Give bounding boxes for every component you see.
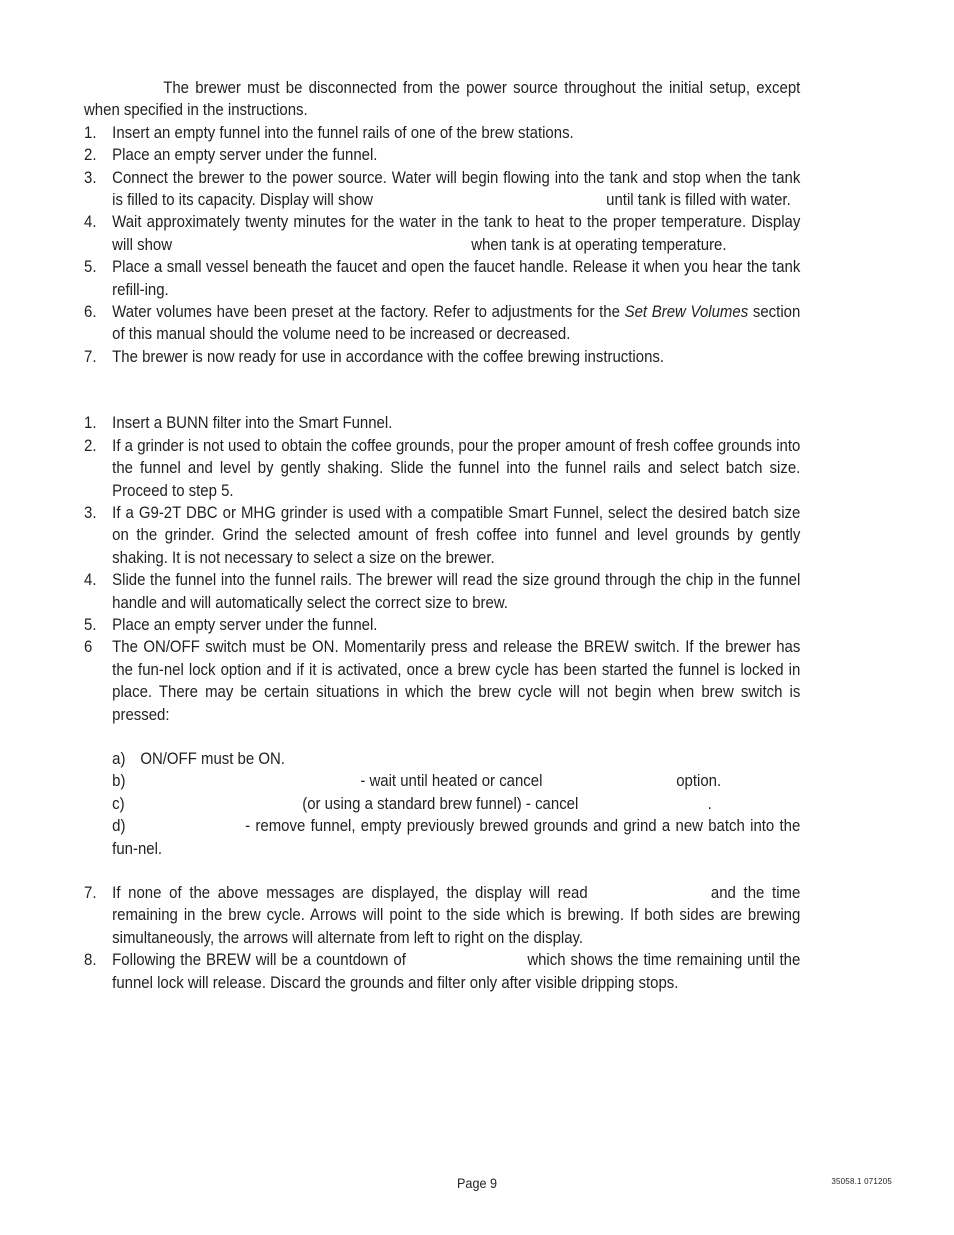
setup-intro: The brewer must be disconnected from the power source throughout the initial setup, except when specified in the instructions. xyxy=(84,78,801,120)
condition-item xyxy=(112,770,800,792)
step-number: 1. xyxy=(84,413,97,433)
step-number: 6 xyxy=(84,637,93,657)
list-item xyxy=(84,636,800,726)
brew-conditions-list xyxy=(84,748,800,860)
step-number: 5. xyxy=(84,257,97,277)
list-item xyxy=(84,412,800,434)
list-item xyxy=(84,569,800,614)
setup-steps xyxy=(84,122,800,368)
step-number: 2. xyxy=(84,145,97,165)
list-item xyxy=(84,502,800,569)
step-number: 1. xyxy=(84,122,97,142)
step-text: section of this manual should the volume need to be increased or decreased. xyxy=(112,302,801,344)
step-number: 7. xyxy=(84,883,97,902)
step-number: 6. xyxy=(84,302,97,322)
step-number: 3. xyxy=(84,167,97,187)
brewing-steps xyxy=(84,412,800,726)
condition-text: ON/OFF must be ON. xyxy=(140,748,285,768)
list-item xyxy=(84,144,800,166)
condition-text: - wait until heated or cancel xyxy=(360,771,543,791)
paragraph-spacer xyxy=(84,726,800,748)
step-text: If a G9-2T DBC or MHG grinder is used with a compatible Smart Funnel, select the desired batch size on the grinder. Grind the selected amount of fresh coffee into funnel and level grounds by gently shaking. It is not necessary to select a size on the brewer. xyxy=(112,502,801,567)
condition-text: - remove funnel, empty previously brewed grounds and grind a new batch into the fun-nel. xyxy=(112,816,801,858)
list-item xyxy=(84,122,800,144)
condition-label: d) xyxy=(112,816,126,836)
step-text: Insert an empty funnel into the funnel rails of one of the brew stations. xyxy=(112,122,574,142)
list-item xyxy=(84,301,800,346)
step-text: Connect the brewer to the power source. Water will begin flowing into the tank and stop when the tank is filled to its capacity. Display will show xyxy=(112,167,801,210)
step-number: 4. xyxy=(84,570,97,590)
step-text: and the time remaining in the brew cycle. Arrows will point to the side which is brewing. If both sides are brewing simultaneously, the arrows will alternate from left to right on the display. xyxy=(112,883,801,947)
condition-text: . xyxy=(707,793,712,813)
step-text: when tank is at operating temperature. xyxy=(471,234,727,254)
list-item xyxy=(84,211,800,256)
step-text: Place an empty server under the funnel. xyxy=(112,145,378,165)
step-text: If a grinder is not used to obtain the coffee grounds, pour the proper amount of fresh coffee grounds into the funnel and level by gently shaking. Slide the funnel into the funnel rails and select batch size. Proceed to step 5. xyxy=(112,435,801,500)
page-number: Page 9 xyxy=(457,1175,497,1191)
step-number: 2. xyxy=(84,435,97,455)
step-number: 8. xyxy=(84,950,97,970)
condition-label: a) xyxy=(112,748,126,768)
step-number: 3. xyxy=(84,502,97,522)
list-item xyxy=(84,435,800,502)
condition-item xyxy=(112,793,800,815)
step-text: until tank is filled with water. xyxy=(606,190,791,210)
step-number: 7. xyxy=(84,346,97,366)
condition-item xyxy=(112,815,800,860)
list-item xyxy=(84,256,800,301)
step-text: The ON/OFF switch must be ON. Momentarily press and release the BREW switch. If the brewer has the fun-nel lock option and if it is activated, once a brew cycle has been started the funnel is locked in place. There may be certain situations in which the brew cycle will not begin when brew switch is pressed: xyxy=(112,637,801,724)
list-item xyxy=(84,167,800,212)
step-number: 4. xyxy=(84,212,97,232)
paragraph-spacer xyxy=(84,860,800,882)
step-text: Place a small vessel beneath the faucet and open the faucet handle. Release it when you hear the tank refill-ing. xyxy=(112,257,801,299)
step-text: Water volumes have been preset at the factory. Refer to adjustments for the xyxy=(112,302,620,322)
step-text: Place an empty server under the funnel. xyxy=(112,614,378,634)
section-spacer xyxy=(84,368,800,412)
step-text: Following the BREW will be a countdown of xyxy=(112,950,406,970)
step-text: which shows the time remaining until the funnel lock will release. Discard the grounds and filter only after visible dripping stops. xyxy=(112,950,801,992)
list-item xyxy=(84,346,800,368)
step-text: Slide the funnel into the funnel rails. The brewer will read the size ground through the chip in the funnel handle and will automatically select the correct size to brew. xyxy=(112,570,801,612)
step-text: The brewer is now ready for use in accordance with the coffee brewing instructions. xyxy=(112,346,665,366)
list-item xyxy=(84,882,800,949)
document-code: 35058.1 071205 xyxy=(831,1177,892,1186)
step-text: If none of the above messages are displayed, the display will read xyxy=(112,883,588,902)
step-number: 5. xyxy=(84,614,97,634)
brewing-steps-continued xyxy=(84,882,800,994)
step-text: Insert a BUNN filter into the Smart Funnel. xyxy=(112,413,393,433)
condition-label: c) xyxy=(112,793,125,813)
list-item xyxy=(84,949,800,994)
manual-page-body xyxy=(84,77,800,994)
section-reference: Set Brew Volumes xyxy=(624,302,749,322)
condition-item xyxy=(112,748,800,770)
condition-label: b) xyxy=(112,771,126,791)
list-item xyxy=(84,614,800,636)
condition-text: option. xyxy=(676,771,722,791)
step-text: Wait approximately twenty minutes for the water in the tank to heat to the proper temperature. Display will show xyxy=(112,212,801,254)
condition-text: (or using a standard brew funnel) - cancel xyxy=(302,793,579,813)
